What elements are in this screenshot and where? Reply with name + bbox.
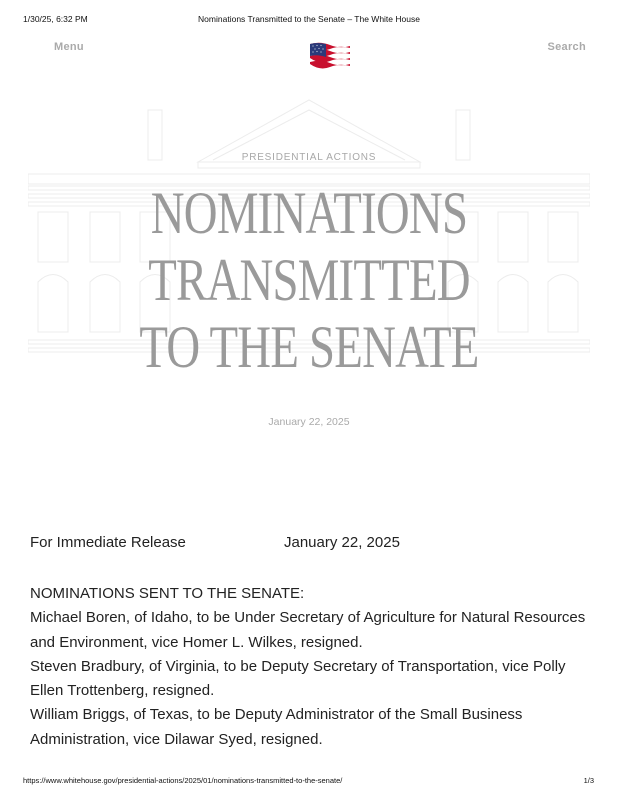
page-title: [68, 180, 550, 381]
nomination-item: William Briggs, of Texas, to be Deputy Administrator of the Small Business Administration, vice Dilawar Syed, resigned.: [30, 706, 523, 748]
hero-date: January 22, 2025: [268, 416, 350, 428]
page-title-line: TRANSMITTED: [148, 247, 470, 313]
nomination-item: Michael Boren, of Idaho, to be Under Secretary of Agriculture for Natural Resources and Environment, vice Homer L. Wilkes, resigned.: [30, 609, 586, 651]
menu-button[interactable]: Menu: [54, 41, 84, 53]
print-timestamp: 1/30/25, 6:32 PM: [23, 14, 88, 24]
nominations-heading: NOMINATIONS SENT TO THE SENATE:: [30, 585, 305, 602]
section-kicker: PRESIDENTIAL ACTIONS: [241, 152, 377, 163]
us-flag-icon[interactable]: [308, 40, 352, 72]
nomination-item: Steven Bradbury, of Virginia, to be Deputy Secretary of Transportation, vice Polly Ellen Trottenberg, resigned.: [30, 657, 566, 700]
release-label: For Immediate Release: [30, 534, 186, 551]
print-header: [0, 14, 618, 28]
search-button[interactable]: Search: [547, 41, 586, 53]
page-title-line: TO THE SENATE: [139, 314, 479, 380]
page-title-line: NOMINATIONS: [150, 180, 468, 246]
print-url: https://www.whitehouse.gov/presidential-actions/2025/01/nominations-transmitted-to-the-senate/: [23, 776, 343, 785]
print-page-number: 1/3: [583, 776, 594, 785]
release-date: January 22, 2025: [284, 534, 400, 551]
article-body: [30, 582, 590, 752]
print-page-title: Nominations Transmitted to the Senate – The White House: [198, 14, 420, 24]
